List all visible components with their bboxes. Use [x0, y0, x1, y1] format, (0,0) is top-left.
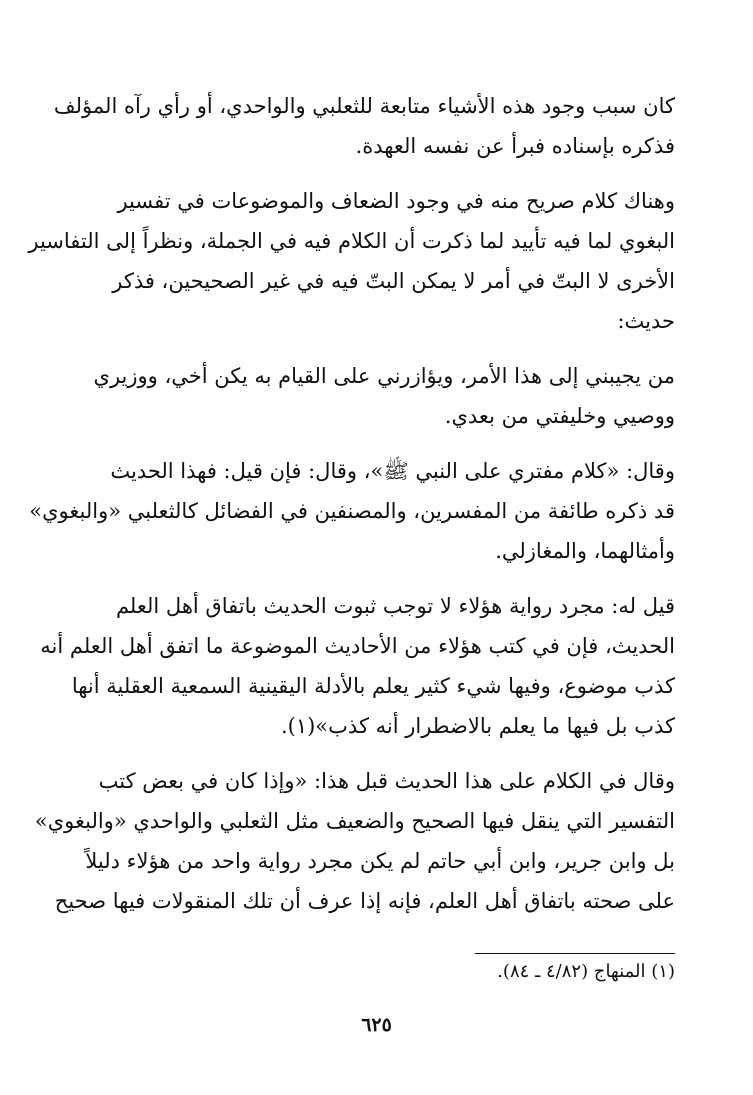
paragraph-5	[40, 586, 675, 746]
text-line: قيل له: مجرد رواية هؤلاء لا توجب ثبوت الحديث باتفاق أهل العلم	[115, 594, 675, 618]
footnote-divider	[475, 953, 675, 954]
text-line: بل وابن جرير، وابن أبي حاتم لم يكن مجرد رواية واحد من هؤلاء دليلاً	[85, 849, 675, 873]
text-line: كذب موضوع، وفيها شيء كثير يعلم بالأدلة اليقينية السمعية العقلية أنها	[71, 674, 675, 698]
page-number: ٦٢٥	[361, 1014, 392, 1036]
text-line: التفسير التي ينقل فيها الصحيح والضعيف مثل الثعلبي والواحدي «والبغوي»	[34, 809, 675, 833]
text-line: البغوي لما فيه تأييد لما ذكرت أن الكلام فيه في الجملة، ونظراً إلى التفاسير	[28, 229, 675, 253]
text-line: على صحته باتفاق أهل العلم، فإنه إذا عرف أن تلك المنقولات فيها صحيح	[54, 889, 675, 913]
paragraph-4	[29, 451, 675, 571]
paragraph-2	[28, 181, 675, 341]
text-line: الحديث، فإن في كتب هؤلاء من الأحاديث الموضوعة ما اتفق أهل العلم أنه	[40, 634, 675, 658]
text-line: الأخرى لا البتّ في أمر لا يمكن البتّ فيه في غير الصحيحين، فذكر	[112, 269, 675, 293]
page-body	[28, 86, 675, 936]
text-line: وقال في الكلام على هذا الحديث قبل هذا: «وإذا كان في بعض كتب	[98, 769, 675, 793]
footnote: (١) المنهاج (٤/٨٢ ـ ٨٤).	[497, 961, 675, 982]
paragraph-1	[53, 86, 675, 166]
text-line: كذب بل فيها ما يعلم بالاضطرار أنه كذب»(١).	[280, 714, 675, 738]
text-line: فذكره بإسناده فبرأ عن نفسه العهدة.	[355, 134, 675, 158]
text-line: وأمثالهما، والمغازلي.	[495, 539, 675, 563]
paragraph-6	[34, 761, 675, 921]
text-line: من يجيبني إلى هذا الأمر، ويؤازرني على القيام به يكن أخي، ووزيري	[93, 364, 675, 388]
text-line: كان سبب وجود هذه الأشياء متابعة للثعلبي والواحدي، أو رأي رآه المؤلف	[53, 94, 675, 118]
text-line: وقال: «كلام مفتري على النبي ﷺ»، وقال: فإن قيل: فهذا الحديث	[110, 459, 675, 483]
text-line: قد ذكره طائفة من المفسرين، والمصنفين في الفضائل كالثعلبي «والبغوي»	[29, 499, 675, 523]
text-line: حديث:	[617, 309, 675, 333]
text-line: ووصيي وخليفتي من بعدي.	[444, 404, 675, 428]
paragraph-3	[75, 356, 675, 436]
text-line: وهناك كلام صريح منه في وجود الضعاف والموضوعات في تفسير	[117, 189, 675, 213]
